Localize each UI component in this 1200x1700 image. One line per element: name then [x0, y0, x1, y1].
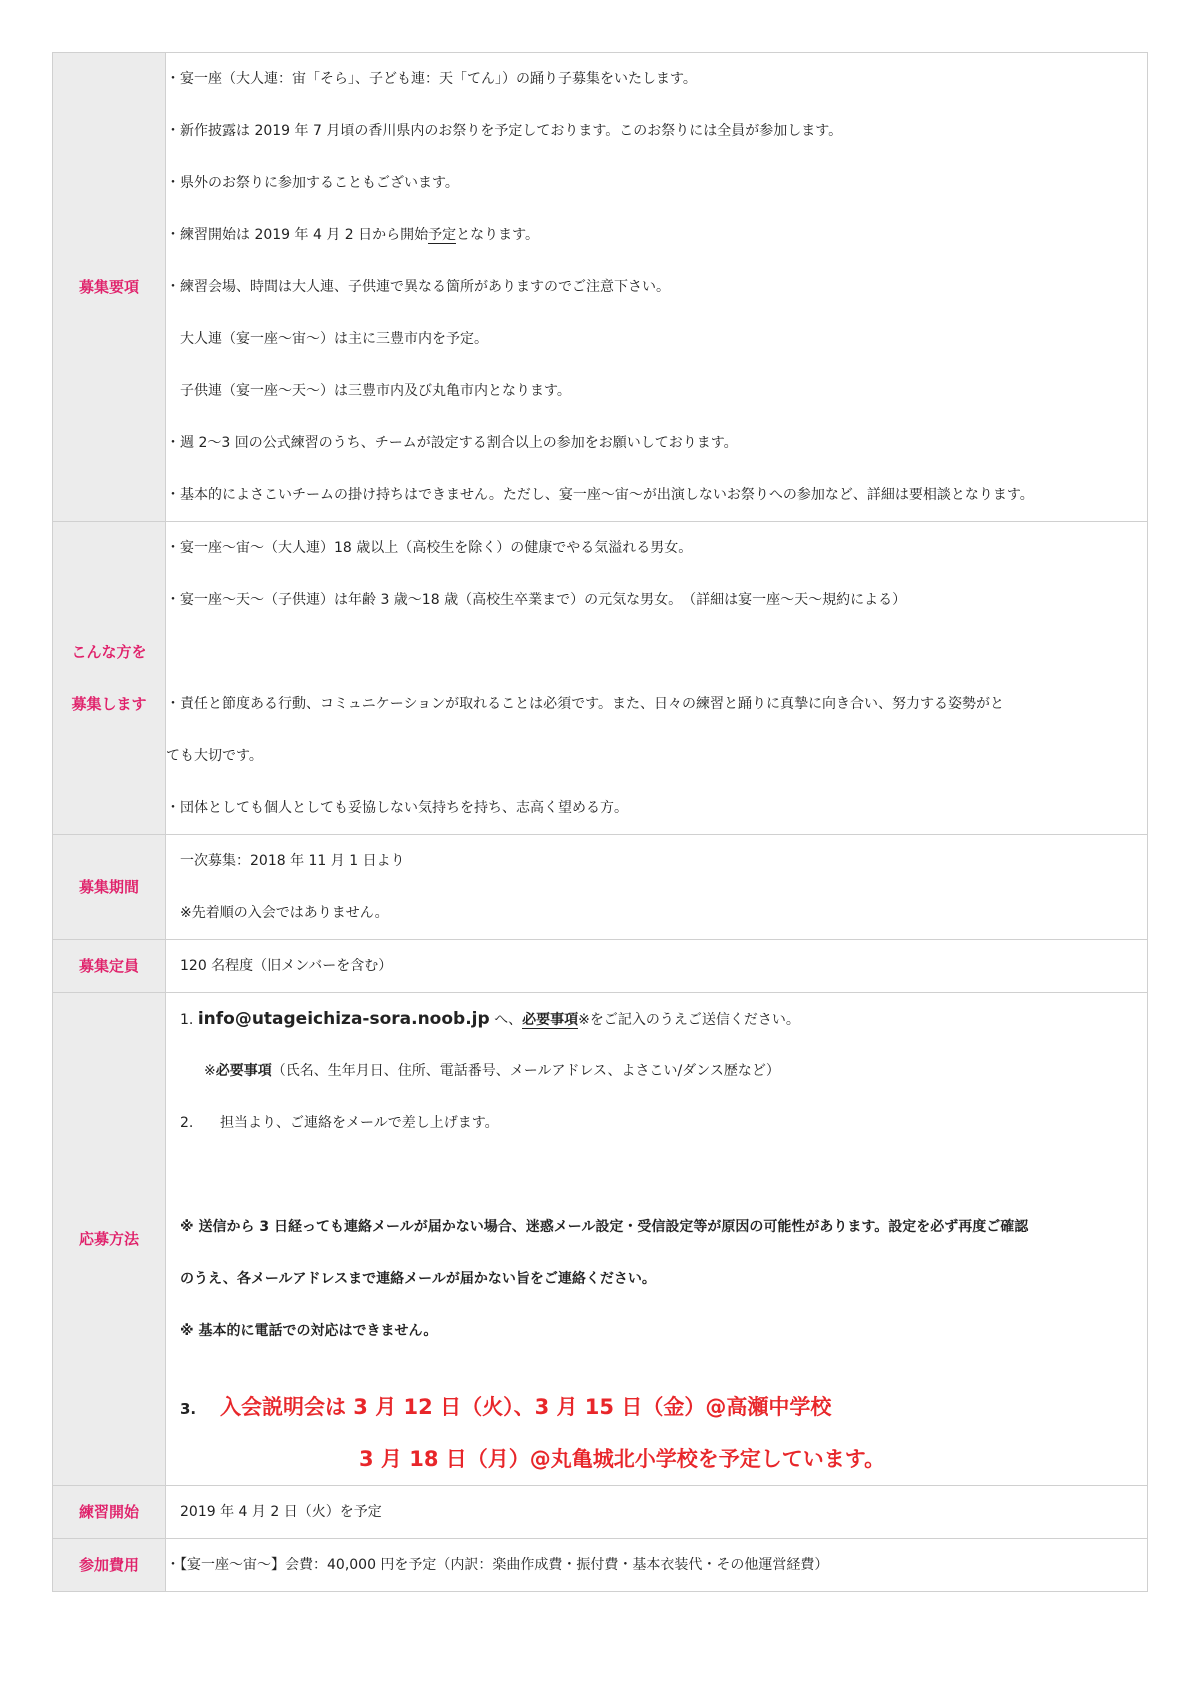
apply-step-3	[166, 1381, 1147, 1433]
content-practice	[166, 1486, 1148, 1539]
recruitment-table	[52, 52, 1148, 1592]
row-fee	[53, 1539, 1148, 1592]
fee-line-1: ・【宴一座〜宙〜】会費：40,000 円を予定（内訳：楽曲作成費・振付費・基本衣装代・その他運営経費）	[166, 1557, 829, 1573]
label-requirements: 募集要項	[53, 53, 166, 522]
apply-email: info@utageichiza-sora.noob.jp	[197, 1009, 490, 1029]
requirements-line-3: ・県外のお祭りに参加することもございます。	[166, 175, 459, 191]
requirements-line-5: ・練習会場、時間は大人連、子供連で異なる箇所がありますのでご注意下さい。	[166, 279, 670, 295]
apply-step-2-number: 2.	[180, 1115, 194, 1131]
apply-step-2-text: 担当より、ご連絡をメールで差し上げます。	[220, 1115, 499, 1131]
row-target	[53, 522, 1148, 835]
target-blank-line	[166, 626, 1147, 678]
label-capacity: 募集定員	[53, 940, 166, 993]
requirements-line-4-pre: ・練習開始は 2019 年 4 月 2 日から開始	[166, 227, 429, 243]
content-target	[166, 522, 1148, 835]
target-line-3: ・責任と節度ある行動、コミュニケーションが取れることは必須です。また、日々の練習と踊りに真摯に向き合い、努力する姿勢がと	[166, 696, 1005, 712]
label-target	[53, 522, 166, 835]
content-requirements	[166, 53, 1148, 522]
apply-required-note-label: 必要事項	[215, 1063, 272, 1079]
capacity-line-1: 120 名程度（旧メンバーを含む）	[180, 958, 393, 974]
content-fee	[166, 1539, 1148, 1592]
requirements-line-8: ・週 2〜3 回の公式練習のうち、チームが設定する割合以上の参加をお願いしております。	[166, 435, 738, 451]
label-practice: 練習開始	[53, 1486, 166, 1539]
apply-spacer-2	[166, 1357, 1147, 1381]
content-apply	[166, 993, 1148, 1486]
content-capacity	[166, 940, 1148, 993]
practice-line-1: 2019 年 4 月 2 日（火）を予定	[180, 1504, 382, 1520]
apply-step-1-required: 必要事項	[522, 1012, 579, 1028]
target-line-2: ・宴一座〜天〜（子供連）は年齢 3 歳〜18 歳（高校生卒業まで）の元気な男女。 （詳細は宴一座〜天〜規約による）	[166, 592, 907, 608]
row-apply	[53, 993, 1148, 1486]
apply-step-2	[166, 1097, 1147, 1149]
requirements-line-1: ・宴一座（大人連：宙「そら」、子ども連：天「てん」）の踊り子募集をいたします。	[166, 71, 697, 87]
apply-step-1-post: ※をご記入のうえご送信ください。	[578, 1012, 800, 1028]
apply-step-1-number: 1.	[180, 1012, 194, 1028]
target-line-4: ても大切です。	[166, 748, 263, 764]
target-line-5: ・団体としても個人としても妥協しない気持ちを持ち、志高く望める方。	[166, 800, 628, 816]
label-fee: 参加費用	[53, 1539, 166, 1592]
label-period: 募集期間	[53, 835, 166, 940]
apply-step-3-line-2: 3 月 18 日（月）@丸亀城北小学校を予定しています。	[359, 1447, 886, 1471]
requirements-line-4	[166, 209, 1147, 261]
requirements-line-6: 大人連（宴一座〜宙〜）は主に三豊市内を予定。	[180, 331, 488, 347]
apply-step-3-line-2-row	[166, 1433, 1147, 1485]
apply-required-note-mark: ※	[204, 1063, 216, 1079]
requirements-line-9: ・基本的によさこいチームの掛け持ちはできません。ただし、宴一座〜宙〜が出演しないお祭りへの参加など、詳細は要相談となります。	[166, 487, 1034, 503]
requirements-line-7: 子供連（宴一座〜天〜）は三豊市内及び丸亀市内となります。	[180, 383, 571, 399]
apply-step-3-line-1: 入会説明会は 3 月 12 日（火）、3 月 15 日（金）@高瀬中学校	[220, 1395, 832, 1419]
apply-note-2: ※ 基本的に電話での対応はできません。	[180, 1323, 438, 1339]
apply-step-1	[166, 993, 1147, 1045]
apply-step-3-number: 3.	[180, 1400, 197, 1418]
period-line-2: ※先着順の入会ではありません。	[180, 905, 389, 921]
apply-required-note	[166, 1045, 1147, 1097]
target-line-1: ・宴一座〜宙〜（大人連）18 歳以上（高校生を除く）の健康でやる気溢れる男女。	[166, 540, 693, 556]
apply-spacer-1	[166, 1149, 1147, 1201]
apply-step-1-mid: へ、	[494, 1012, 523, 1028]
label-target-line-2: 募集します	[71, 695, 147, 713]
row-capacity	[53, 940, 1148, 993]
content-period	[166, 835, 1148, 940]
period-line-1: 一次募集：2018 年 11 月 1 日より	[180, 853, 405, 869]
label-apply: 応募方法	[53, 993, 166, 1486]
apply-note-1b: のうえ、各メールアドレスまで連絡メールが届かない旨をご連絡ください。	[180, 1271, 656, 1287]
row-practice	[53, 1486, 1148, 1539]
row-period	[53, 835, 1148, 940]
requirements-line-4-underlined: 予定	[428, 227, 457, 243]
apply-note-1a: ※ 送信から 3 日経っても連絡メールが届かない場合、迷惑メール設定・受信設定等が原因の可能性があります。設定を必ず再度ご確認	[180, 1219, 1029, 1235]
row-requirements	[53, 53, 1148, 522]
label-target-line-1: こんな方を	[71, 643, 147, 661]
apply-required-note-text: （氏名、生年月日、住所、電話番号、メールアドレス、よさこい/ダンス歴など）	[271, 1063, 780, 1079]
requirements-line-2: ・新作披露は 2019 年 7 月頃の香川県内のお祭りを予定しております。このお祭りには全員が参加します。	[166, 123, 843, 139]
requirements-line-4-post: となります。	[456, 227, 540, 243]
